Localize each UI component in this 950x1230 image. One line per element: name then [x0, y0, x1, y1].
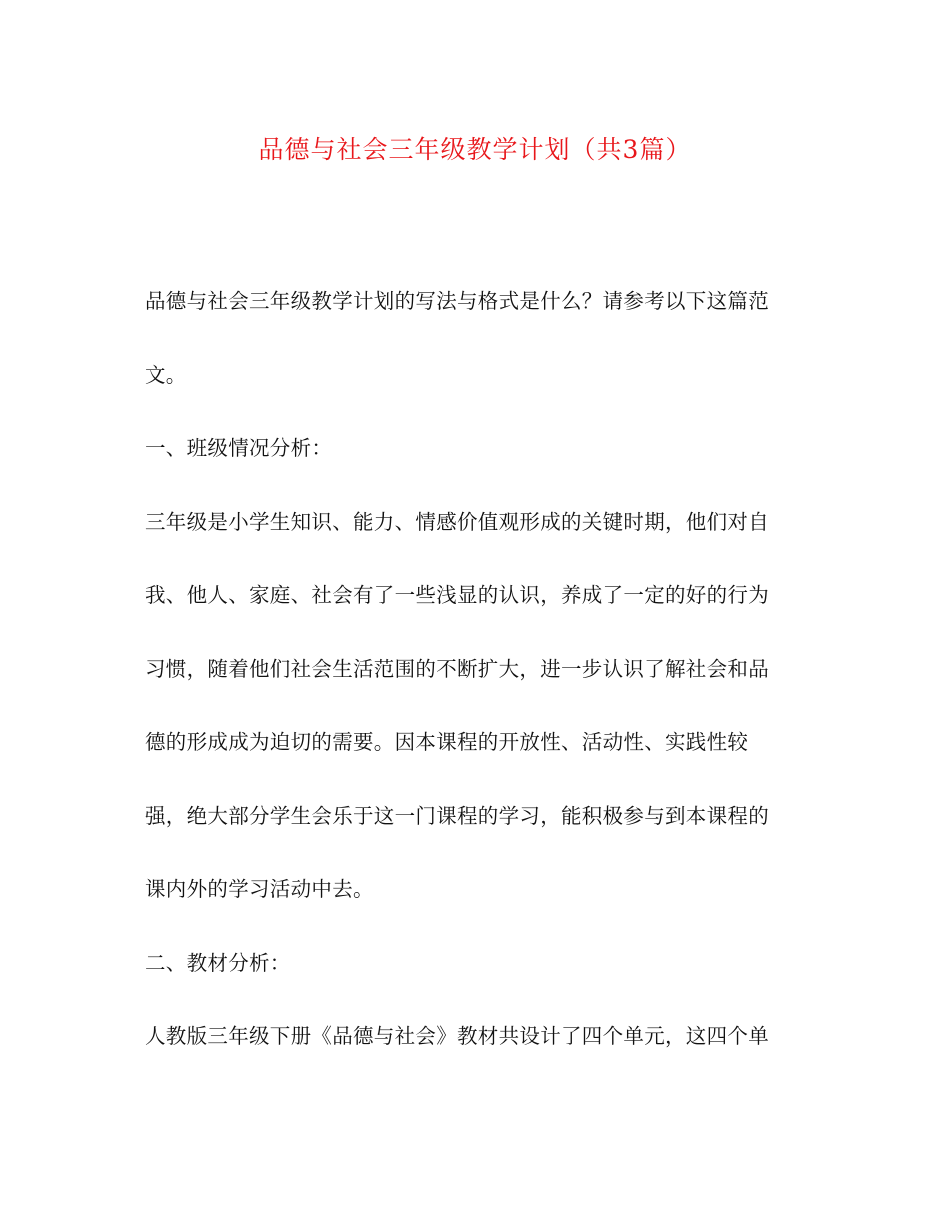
section-heading: 二、教材分析：: [145, 950, 291, 975]
paragraph-line: 品德与社会三年级教学计划的写法与格式是什么？请参考以下这篇范: [145, 289, 769, 313]
section-heading: 一、班级情况分析：: [145, 436, 333, 460]
document-body: [145, 286, 805, 1095]
paragraph-line: 习惯，随着他们社会生活范围的不断扩大，进一步认识了解社会和品: [145, 656, 769, 681]
paragraph-line: 人教版三年级下册《品德与社会》教材共设计了四个单元，这四个单: [145, 1024, 769, 1048]
paragraph-line: 文。: [145, 362, 187, 387]
paragraph-line: 课内外的学习活动中去。: [145, 877, 374, 901]
paragraph-line: 德的形成成为迫切的需要。因本课程的开放性、活动性、实践性较: [145, 730, 749, 754]
paragraph-line: 强，绝大部分学生会乐于这一门课程的学习，能积极参与到本课程的: [145, 803, 769, 828]
paragraph-line: 我、他人、家庭、社会有了一些浅显的认识，养成了一定的好的行为: [145, 583, 769, 607]
document-title: 品德与社会三年级教学计划（共3篇）: [258, 135, 692, 164]
paragraph-line: 三年级是小学生知识、能力、情感价值观形成的关键时期，他们对自: [145, 509, 769, 534]
